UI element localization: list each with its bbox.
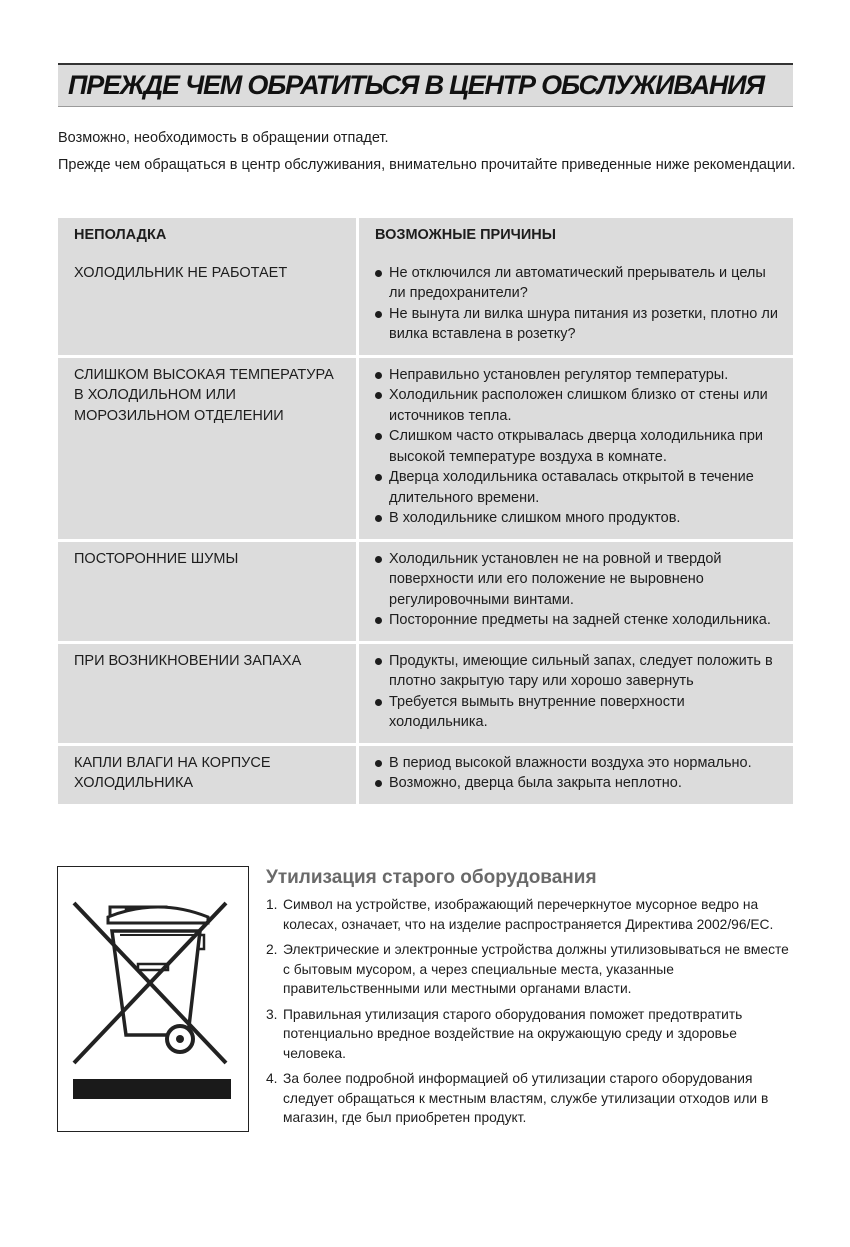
crossed-out-wheelie-bin-icon — [68, 889, 238, 1099]
intro-text-1: Возможно, необходимость в обращении отпадет. — [58, 130, 389, 146]
cause-item: В период высокой влажности воздуха это нормально. — [375, 753, 783, 774]
table-row — [58, 641, 793, 743]
problem-cell: ПОСТОРОННИЕ ШУМЫ — [58, 539, 359, 641]
table-row — [58, 743, 793, 804]
disposal-section-title: Утилизация старого оборудования — [266, 867, 597, 888]
disposal-item — [266, 1069, 790, 1128]
cause-item: Неправильно установлен регулятор температуры. — [375, 365, 783, 386]
cause-item: Требуется вымыть внутренние поверхности холодильника. — [375, 692, 783, 733]
causes-list — [375, 651, 783, 733]
item-text: Символ на устройстве, изображающий перечеркнутое мусорное ведро на колесах, означает, что на изделие распространяется Директива 2002/96/EC. — [283, 897, 774, 932]
table-row — [58, 355, 793, 539]
page-title: ПРЕЖДЕ ЧЕМ ОБРАТИТЬСЯ В ЦЕНТР ОБСЛУЖИВАНИЯ — [68, 70, 764, 100]
problem-cell: ПРИ ВОЗНИКНОВЕНИИ ЗАПАХА — [58, 641, 359, 743]
causes-list — [375, 753, 783, 794]
item-number: 2. — [266, 942, 278, 957]
intro-text-2: Прежде чем обращаться в центр обслуживания, внимательно прочитайте приведенные ниже рекомендации. — [58, 157, 796, 173]
problem-cell: ХОЛОДИЛЬНИК НЕ РАБОТАЕТ — [58, 256, 359, 355]
causes-list — [375, 365, 783, 529]
cause-item: В холодильнике слишком много продуктов. — [375, 508, 783, 529]
cause-item: Не вынута ли вилка шнура питания из розетки, плотно ли вилка вставлена в розетку? — [375, 304, 783, 345]
cause-item: Холодильник расположен слишком близко от стены или источников тепла. — [375, 385, 783, 426]
cause-item: Не отключился ли автоматический прерыватель и целы ли предохранители? — [375, 263, 783, 304]
cause-item: Дверца холодильника оставалась открытой в течение длительного времени. — [375, 467, 783, 508]
disposal-list — [266, 895, 790, 1134]
disposal-item — [266, 1005, 790, 1064]
troubleshooting-table — [58, 218, 793, 804]
causes-cell — [359, 256, 793, 355]
item-number: 4. — [266, 1071, 278, 1086]
weee-symbol-frame — [57, 866, 249, 1132]
item-number: 1. — [266, 897, 278, 912]
column-header-problem: НЕПОЛАДКА — [58, 218, 359, 256]
causes-cell — [359, 743, 793, 804]
cause-item: Продукты, имеющие сильный запах, следует положить в плотно закрытую тару или хорошо завернуть — [375, 651, 783, 692]
disposal-item — [266, 895, 790, 934]
problem-cell: СЛИШКОМ ВЫСОКАЯ ТЕМПЕРАТУРА В ХОЛОДИЛЬНОМ ИЛИ МОРОЗИЛЬНОМ ОТДЕЛЕНИИ — [58, 355, 359, 539]
page-title-bar — [58, 63, 793, 107]
causes-list — [375, 263, 783, 345]
table-row — [58, 256, 793, 355]
problem-cell: КАПЛИ ВЛАГИ НА КОРПУСЕ ХОЛОДИЛЬНИКА — [58, 743, 359, 804]
causes-cell — [359, 539, 793, 641]
causes-cell — [359, 355, 793, 539]
disposal-item — [266, 940, 790, 999]
item-text: За более подробной информацией об утилизации старого оборудования следует обращаться к местным властям, службе утилизации отходов или в магазин, где был приобретен продукт. — [283, 1071, 769, 1125]
table-header-row — [58, 218, 793, 256]
table-row — [58, 539, 793, 641]
column-header-causes: ВОЗМОЖНЫЕ ПРИЧИНЫ — [359, 218, 793, 256]
item-number: 3. — [266, 1006, 278, 1022]
item-text: Правильная утилизация старого оборудования поможет предотвратить потенциально вредное воздействие на окружающую среду и здоровье человека. — [283, 1006, 743, 1061]
cause-item: Холодильник установлен не на ровной и твердой поверхности или его положение не выровнено регулировочными винтами. — [375, 549, 783, 611]
cause-item: Слишком часто открывалась дверца холодильника при высокой температуре воздуха в комнате. — [375, 426, 783, 467]
cause-item: Посторонние предметы на задней стенке холодильника. — [375, 610, 783, 631]
causes-cell — [359, 641, 793, 743]
causes-list — [375, 549, 783, 631]
item-text: Электрические и электронные устройства должны утилизовываться не вместе с бытовым мусором, а через специальные места, указанные правительственными или местными органами власти. — [283, 942, 789, 996]
cause-item: Возможно, дверца была закрыта неплотно. — [375, 773, 783, 794]
